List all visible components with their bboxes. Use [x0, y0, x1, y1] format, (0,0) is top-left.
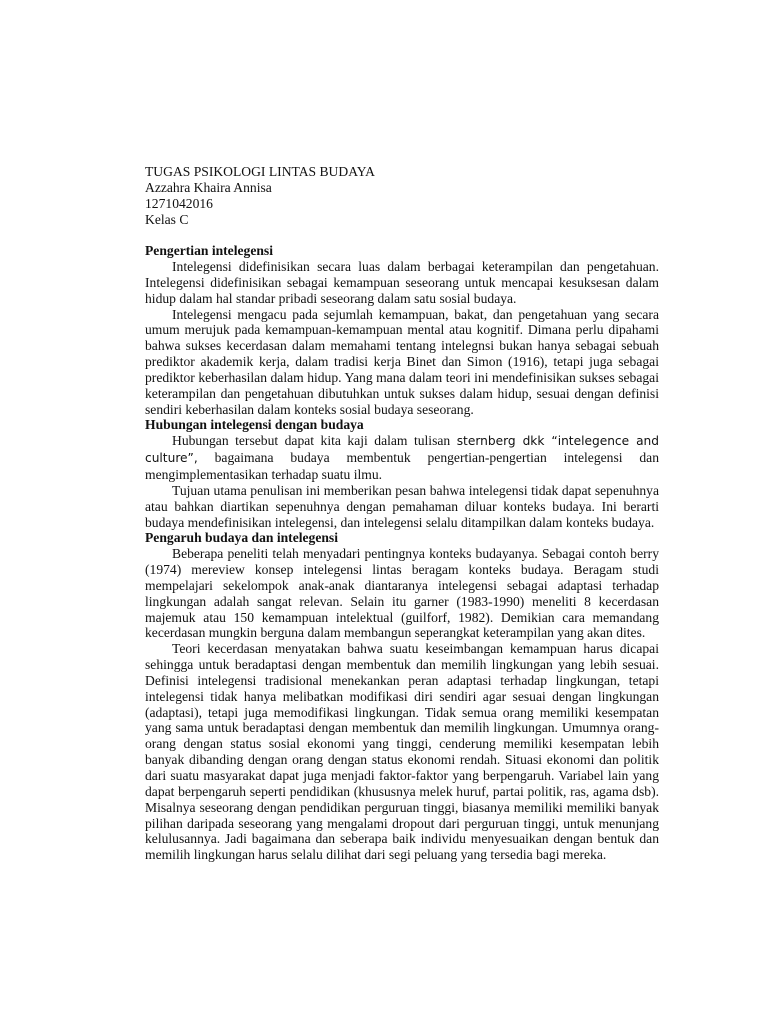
- paragraph: Intelegensi mengacu pada sejumlah kemampuan, bakat, dan pengetahuan yang secara umum merujuk pada kemampuan-kemampuan mental atau kognitif. Dimana perlu dipahami bahwa sukses kecerdasan dalam memahami tentang intelegnsi bukan hanya sebagai sebuah prediktor akademik kerja, dalam tradisi kerja Binet dan Simon (1916), tetapi juga sebagai prediktor keberhasilan dalam hidup. Yang mana dalam teori ini mendefinisikan sukses sebagai keterampilan dan pengetahuan dibutuhkan untuk sukses dalam hidup, sesuai dengan definisi sendiri keberhasilan dalam konteks sosial budaya seseorang.: [145, 306, 659, 417]
- document-body: [145, 164, 659, 863]
- paragraph-text: Hubungan tersebut dapat kita kaji dalam tulisan: [172, 433, 457, 449]
- paragraph: Teori kecerdasan menyatakan bahwa suatu keseimbangan kemampuan harus dicapai sehingga untuk beradaptasi dengan membentuk dan memilih lingkungan yang lebih sesuai. Definisi intelegensi tradisional menekankan peran adaptasi terhadap lingkungan, tetapi intelegensi tidak hanya melibatkan modifikasi diri sendiri agar sesuai dengan lingkungan (adaptasi), tetapi juga memodifikasi lingkungan. Tidak semua orang memiliki kesempatan yang sama untuk beradaptasi dengan membentuk dan memilih lingkungan. Umumnya orang-orang dengan status sosial ekonomi yang tinggi, cenderung memiliki kesempatan lebih banyak dibanding dengan orang dengan status ekonomi rendah. Situasi ekonomi dan politik dari suatu masyarakat dapat juga menjadi faktor-faktor yang berpengaruh. Variabel lain yang dapat berpengaruh seperti pendidikan (khususnya melek huruf, partai politik, ras, agama dsb). Misalnya seseorang dengan pendidikan perguruan tinggi, biasanya memiliki memiliki banyak pilihan daripada seseorang yang mengalami dropout dari perguruan tinggi, untuk menunjang kelulusannya. Jadi bagaimana dan seberapa baik individu menyesuaikan dengan bentuk dan memilih lingkungan harus selalu dilihat dari segi peluang yang tersedia bagi mereka.: [145, 641, 659, 863]
- citation-text: sternberg dkk “intelegence and culture”,: [145, 434, 660, 466]
- class-label: Kelas C: [145, 211, 189, 227]
- paragraph: Beberapa peneliti telah menyadari pentingnya konteks budayanya. Sebagai contoh berry (1974) mereview konsep intelegensi lintas beragam konteks budaya. Beragam studi mempelajari sekelompok anak-anak diantaranya intelegensi sebagai adaptasi terhadap lingkungan adalah sangat relevan. Selain itu garner (1983-1990) meneliti 8 kecerdasan majemuk atau 150 kemampuan intelektual (guilforf, 1982). Demikian cara memandang kecerdasan mungkin berguna dalam membangun seperangkat keterampilan yang akan dites.: [145, 546, 659, 641]
- paragraph: Tujuan utama penulisan ini memberikan pesan bahwa intelegensi tidak dapat sepenuhnya atau bahkan diartikan sepenuhnya dengan pemahaman diluar konteks budaya. Ini berarti budaya mendefinisikan intelegensi, dan intelegensi selalu ditampilkan dalam konteks budaya.: [145, 482, 659, 530]
- assignment-title: TUGAS PSIKOLOGI LINTAS BUDAYA: [145, 164, 375, 179]
- section-heading-definition: Pengertian intelegensi: [145, 243, 273, 259]
- document-header: [145, 164, 659, 227]
- section-heading-relationship: Hubungan intelegensi dengan budaya: [145, 417, 364, 433]
- student-id: 1271042016: [145, 195, 213, 211]
- paragraph-text: bagaimana budaya membentuk pengertian-pengertian intelegensi dan mengimplementasikan terhadap suatu ilmu.: [145, 450, 659, 482]
- student-name: Azzahra Khaira Annisa: [145, 179, 272, 195]
- spacer: [145, 227, 659, 243]
- paragraph: Intelegensi didefinisikan secara luas dalam berbagai keterampilan dan pengetahuan. Intelegensi didefinisikan sebagai kemampuan seseorang untuk mencapai kesuksesan dalam hidup dalam hal standar pribadi seseorang dalam satu sosial budaya.: [145, 259, 659, 306]
- paragraph: [145, 433, 659, 483]
- section-heading-influence: Pengaruh budaya dan intelegensi: [145, 530, 338, 546]
